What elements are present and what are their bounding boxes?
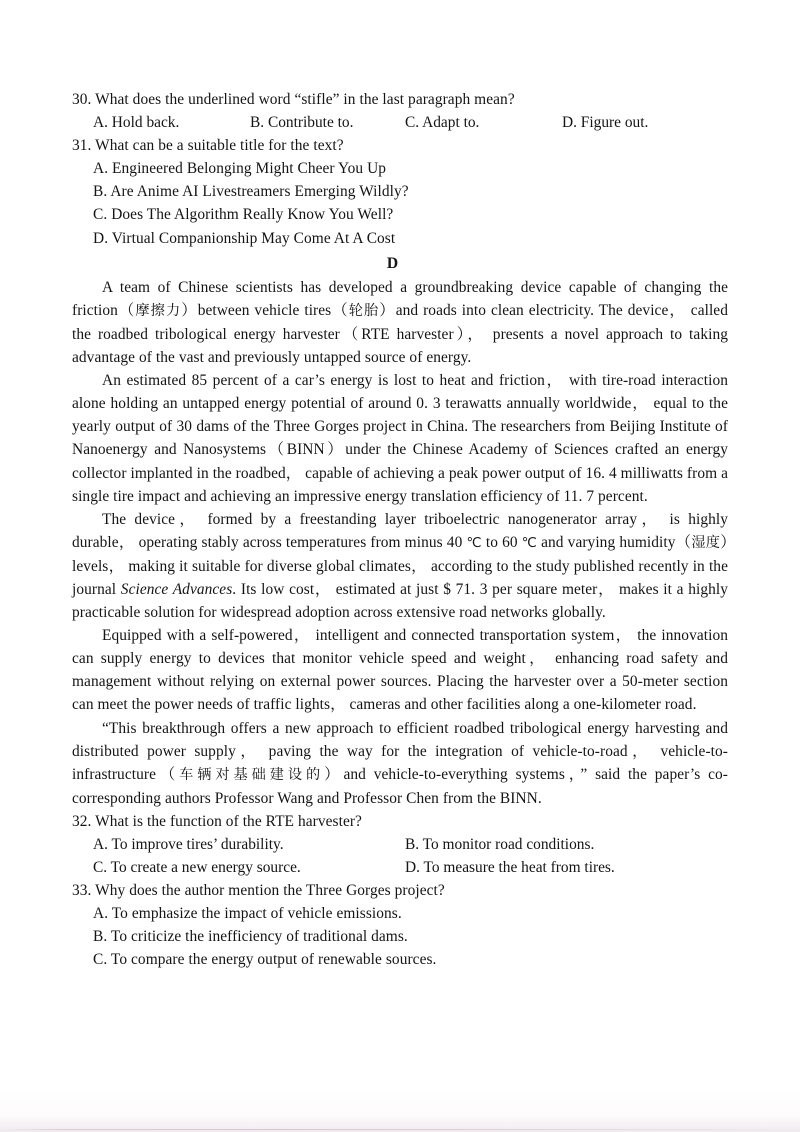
question-32-option-c[interactable]: C. To create a new energy source. <box>93 859 301 877</box>
question-33-option-a[interactable]: A. To emphasize the impact of vehicle emissions. <box>93 905 402 923</box>
question-33-option-c[interactable]: C. To compare the energy output of renewable sources. <box>93 951 437 969</box>
scan-edge-line <box>0 1129 800 1130</box>
top-margin <box>72 0 728 88</box>
question-30 <box>72 88 728 134</box>
question-32-option-a[interactable]: A. To improve tires’ durability. <box>93 836 284 853</box>
passage-body <box>72 276 728 810</box>
question-32-option-d[interactable]: D. To measure the heat from tires. <box>405 859 615 877</box>
question-30-option-c[interactable]: C. Adapt to. <box>405 114 480 132</box>
question-30-option-a[interactable]: A. Hold back. <box>93 114 180 132</box>
question-32-stem: 32. What is the function of the RTE harvester? <box>72 812 362 830</box>
question-33-stem: 33. Why does the author mention the Three Gorges project? <box>72 882 445 900</box>
passage-paragraph-4: Equipped with a self-powered， intelligent and connected transportation system， the innovation can supply energy to devices that monitor vehicle speed and weight， enhancing road safety and management without relying on external power sources. Placing the harvester over a 50-meter section can meet the power needs of traffic lights， cameras and other facilities along a one-kilometer road. <box>72 627 728 714</box>
question-33-option-b[interactable]: B. To criticize the inefficiency of traditional dams. <box>93 928 408 946</box>
document-body <box>72 0 728 972</box>
question-30-stem: 30. What does the underlined word “stifle” in the last paragraph mean? <box>72 91 515 108</box>
question-31-option-d[interactable]: D. Virtual Companionship May Come At A Cost <box>93 229 396 247</box>
question-33 <box>72 879 728 971</box>
question-31-option-a[interactable]: A. Engineered Belonging Might Cheer You Up <box>93 160 387 178</box>
question-32-options-row-1 <box>72 833 728 856</box>
passage-paragraph-2: An estimated 85 percent of a car’s energy is lost to heat and friction， with tire-road interaction alone holding an untapped energy potential of around 0. 3 terawatts annually worldwide， equal to the yearly output of 30 dams of the Three Gorges project in China. The researchers from Beijing Institute of Nanoenergy and Nanosystems（BINN）under the Chinese Academy of Sciences crafted an energy collector implanted in the roadbed， capable of achieving a peak power output of 16. 4 milliwatts from a single tire impact and achieving an impressive energy translation efficiency of 11. 7 percent. <box>72 372 728 505</box>
passage-paragraph-1: A team of Chinese scientists has developed a groundbreaking device capable of changing the friction（摩擦力）between vehicle tires（轮胎）and roads into clean electricity. The device， called the roadbed tribological energy harvester（RTE harvester）， presents a novel approach to taking advantage of the vast and previously untapped source of energy. <box>72 278 728 367</box>
question-31-stem: 31. What can be a suitable title for the text? <box>72 137 344 155</box>
passage-section-letter: D <box>386 254 399 272</box>
passage-paragraph-5: “This breakthrough offers a new approach to efficient roadbed tribological energy harvesting and distributed power supply， paving the way for the integration of vehicle-to-road， vehicle-to-infrastructure（车辆对基础建设的）and vehicle-to-everything systems，” said the paper’s co-corresponding authors Professor Wang and Professor Chen from the BINN. <box>72 719 728 807</box>
question-32-option-b[interactable]: B. To monitor road conditions. <box>405 836 595 853</box>
passage-paragraph-3: The device， formed by a freestanding layer triboelectric nanogenerator array， is highly durable， operating stably across temperatures from minus 40 ℃ to 60 ℃ and varying humidity（湿度）levels， making it suitable for diverse global climates， according to the study published recently in the journal Science Advances. Its low cost， estimated at just $ 71. 3 per square meter， makes it a highly practicable solution for widespread adoption across extensive road networks globally. <box>72 510 729 622</box>
question-30-option-d[interactable]: D. Figure out. <box>562 114 649 132</box>
question-30-option-b[interactable]: B. Contribute to. <box>250 114 354 132</box>
question-31-option-b[interactable]: B. Are Anime AI Livestreamers Emerging Wildly? <box>93 183 409 201</box>
question-32-options-row-2 <box>72 856 728 879</box>
question-30-options <box>72 111 728 134</box>
question-32 <box>72 810 728 879</box>
question-31 <box>72 134 728 249</box>
question-31-option-c[interactable]: C. Does The Algorithm Really Know You Well? <box>93 206 394 224</box>
